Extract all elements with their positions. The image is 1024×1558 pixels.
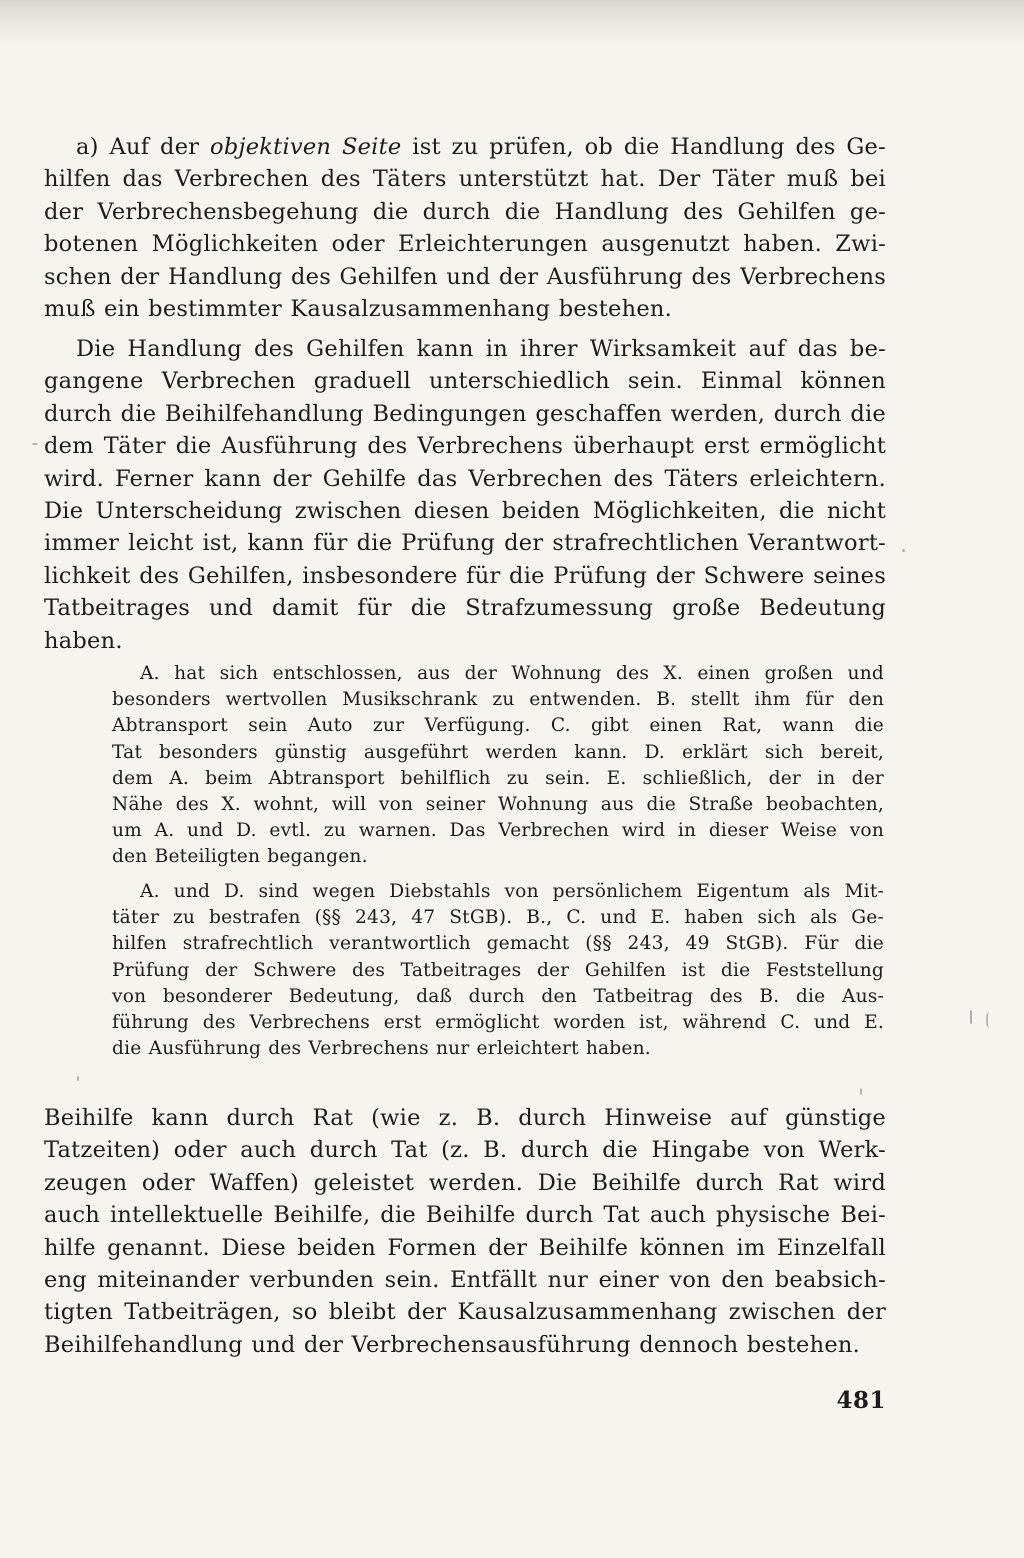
scan-speck (77, 1076, 79, 1081)
scan-speck (986, 1012, 994, 1028)
text-line: Die Unterscheidung zwischen diesen beiden Möglichkeiten, die nicht (44, 498, 886, 525)
paragraph-effectiveness (44, 333, 886, 657)
text-line: führung des Verbrechens erst ermöglicht worden ist, während C. und E. (112, 1012, 884, 1034)
paragraph-objective-side (44, 131, 886, 325)
text-line: immer leicht ist, kann für die Prüfung der strafrechtlichen Verantwort- (44, 530, 886, 557)
text-line: den Beteiligten begangen. (112, 846, 368, 868)
scan-speck (970, 1010, 972, 1024)
text-line: Nähe des X. wohnt, will von seiner Wohnung aus die Straße beobachten, (112, 794, 884, 816)
text-line: Die Handlung des Gehilfen kann in ihrer Wirksamkeit auf das be- (76, 336, 886, 362)
text-line: Tatzeiten) oder auch durch Tat (z. B. durch die Hingabe von Werk- (44, 1137, 886, 1164)
scan-speck (860, 1088, 862, 1095)
text-line: wird. Ferner kann der Gehilfe das Verbrechen des Täters erleichtern. (44, 465, 886, 492)
text-line: muß ein bestimmter Kausalzusammenhang bestehen. (44, 296, 673, 323)
text-line: Beihilfe kann durch Rat (wie z. B. durch Hinweise auf günstige (44, 1105, 886, 1131)
text-line (44, 131, 886, 163)
emphasis-objective-side: objektiven Seite (210, 134, 402, 160)
text-line: A. hat sich entschlossen, aus der Wohnung des X. einen großen und (140, 663, 884, 684)
text-line: auch intellektuelle Beihilfe, die Beihilfe durch Tat auch physische Bei- (44, 1202, 886, 1229)
text-line: gangene Verbrechen graduell unterschiedlich sein. Einmal können (44, 368, 886, 395)
page-number: 481 (836, 1387, 886, 1414)
text-line: von besonderer Bedeutung, daß durch den Tatbeitrag des B. die Aus- (112, 985, 884, 1007)
text-line: durch die Beihilfehandlung Bedingungen geschaffen werden, durch die (44, 400, 886, 427)
text-line: um A. und D. evtl. zu warnen. Das Verbrechen wird in dieser Weise von (112, 820, 884, 842)
text-line: hilfen strafrechtlich verantwortlich gemacht (§§ 243, 49 StGB). Für die (112, 933, 884, 955)
text-line: tigten Tatbeiträgen, so bleibt der Kausalzusammenhang zwischen der (44, 1299, 886, 1326)
text-line: Beihilfehandlung und der Verbrechensausführung dennoch bestehen. (44, 1331, 861, 1358)
text-line: täter zu bestrafen (§§ 243, 47 StGB). B., C. und E. haben sich als Ge- (112, 907, 884, 929)
para1-lead: a) Auf der (76, 134, 211, 160)
text-line: Tat besonders günstig ausgeführt werden kann. D. erklärt sich bereit, (112, 741, 884, 763)
para1-first-line-tail: ist zu prüfen, ob die Handlung des Ge- (401, 134, 886, 160)
scan-speck (32, 443, 38, 445)
text-line: dem Täter die Ausführung des Verbrechens überhaupt erst ermöglicht (44, 433, 886, 460)
example-case-assessment (112, 879, 884, 1062)
text-line: A. und D. sind wegen Diebstahls von persönlichem Eigentum als Mit- (140, 881, 884, 902)
text-line: haben. (44, 627, 123, 654)
text-line: eng miteinander verbunden sein. Entfällt nur einer von den beabsich- (44, 1267, 886, 1294)
scan-edge-shadow (0, 0, 1024, 46)
scan-speck (902, 549, 905, 552)
text-line: der Verbrechensbegehung die durch die Handlung des Gehilfen ge- (44, 198, 886, 225)
example-case-description (112, 661, 884, 871)
text-line: Tatbeitrages und damit für die Strafzumessung große Bedeutung (44, 595, 886, 622)
paragraph-forms-of-aiding (44, 1102, 886, 1361)
text-line: Prüfung der Schwere des Tatbeitrages der Gehilfen ist die Feststellung (112, 959, 884, 981)
text-line: hilfen das Verbrechen des Täters unterstützt hat. Der Täter muß bei (44, 166, 886, 193)
text-line: hilfe genannt. Diese beiden Formen der Beihilfe können im Einzelfall (44, 1234, 886, 1261)
text-line: zeugen oder Waffen) geleistet werden. Die Beihilfe durch Rat wird (44, 1169, 886, 1196)
text-line: botenen Möglichkeiten oder Erleichterungen ausgenutzt haben. Zwi- (44, 231, 886, 258)
text-line: dem A. beim Abtransport behilflich zu sein. E. schließlich, der in der (112, 767, 884, 789)
text-line: die Ausführung des Verbrechens nur erleichtert haben. (112, 1038, 651, 1060)
text-line: Abtransport sein Auto zur Verfügung. C. gibt einen Rat, wann die (112, 715, 884, 737)
text-line: besonders wertvollen Musikschrank zu entwenden. B. stellt ihm für den (112, 689, 884, 711)
text-line: schen der Handlung des Gehilfen und der Ausführung des Verbrechens (44, 263, 886, 290)
text-line: lichkeit des Gehilfen, insbesondere für die Prüfung der Schwere seines (44, 562, 886, 589)
